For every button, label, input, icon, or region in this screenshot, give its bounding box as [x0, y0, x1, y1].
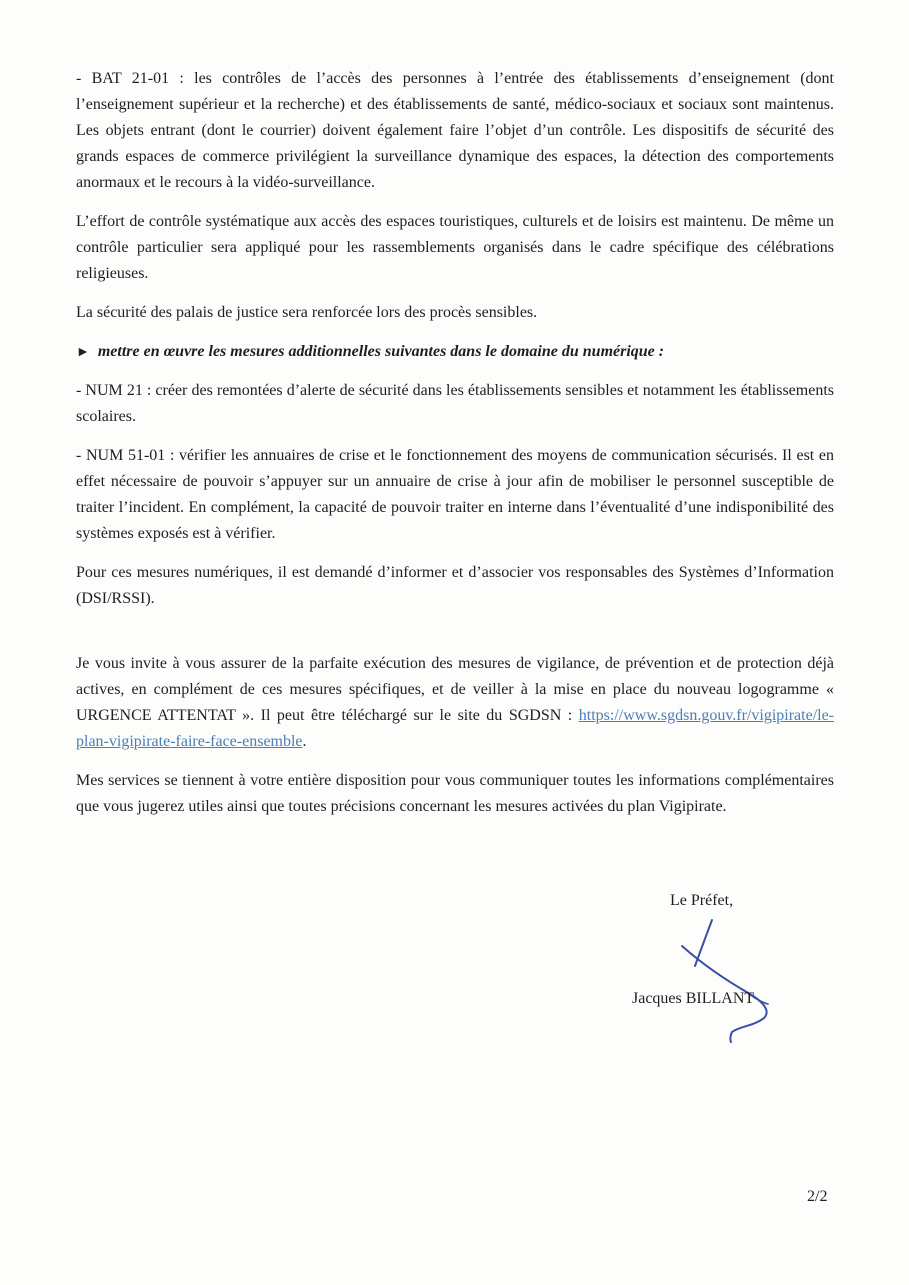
link-suffix: . [302, 733, 307, 750]
signature-block [630, 888, 810, 1048]
section-heading-text: mettre en œuvre les mesures additionnelles suivantes dans le domaine du numérique : [97, 343, 665, 360]
paragraph-services: Mes services se tiennent à votre entière disposition pour vous communiquer toutes les informations complémentaires que vous jugerez utiles ainsi que toutes précisions concernant les mesures activées du plan Vigipirate. [76, 772, 834, 815]
signatory-title: Le Préfet, [670, 892, 734, 909]
paragraph-spacer [76, 625, 834, 651]
handwritten-signature-icon [660, 914, 790, 1044]
invitation-text: Je vous invite à vous assurer de la parfaite exécution des mesures de vigilance, de prévention et de protection déjà actives, en complément de ces mesures spécifiques, et de veiller à la mise en place du nouveau logogramme « URGENCE ATTENTAT ». Il peut être téléchargé sur le site du SGDSN : [76, 655, 834, 724]
paragraph-invitation [76, 651, 834, 755]
triangle-bullet-icon: ► [76, 345, 90, 360]
paragraph-num-51-01: - NUM 51-01 : vérifier les annuaires de crise et le fonctionnement des moyens de communication sécurisés. Il est en effet nécessaire de pouvoir s’appuyer sur un annuaire de crise à jour afin de mobiliser le personnel susceptible de traiter l’incident. En complément, la capacité de pouvoir traiter en interne dans l’éventualité d’une indisponibilité des systèmes exposés est à vérifier. [76, 447, 834, 542]
paragraph-num-21: - NUM 21 : créer des remontées d’alerte de sécurité dans les établissements sensibles et notamment les établissements scolaires. [76, 382, 834, 425]
paragraph-bat-21-01: - BAT 21-01 : les contrôles de l’accès des personnes à l’entrée des établissements d’enseignement (dont l’enseignement supérieur et la recherche) et des établissements de santé, médico-sociaux et sociaux sont maintenus. Les objets entrant (dont le courrier) doivent également faire l’objet d’un contrôle. Les dispositifs de sécurité des grands espaces de commerce privilégient la surveillance dynamique des espaces, la détection des comportements anormaux et le recours à la vidéo-surveillance. [76, 70, 834, 191]
paragraph-dsi-rssi: Pour ces mesures numériques, il est demandé d’informer et d’associer vos responsables des Systèmes d’Information (DSI/RSSI). [76, 564, 834, 607]
paragraph-effort-controle: L’effort de contrôle systématique aux accès des espaces touristiques, culturels et de loisirs est maintenu. De même un contrôle particulier sera appliqué pour les rassemblements organisés dans le cadre spécifique des célébrations religieuses. [76, 213, 834, 282]
page-number: 2/2 [807, 1188, 828, 1205]
signatory-name: Jacques BILLANT [632, 990, 755, 1007]
section-heading-numerique [76, 339, 834, 366]
paragraph-palais-justice: La sécurité des palais de justice sera renforcée lors des procès sensibles. [76, 304, 538, 321]
sgdsn-link[interactable]: https://www.sgdsn.gouv.fr/vigipirate/le-plan-vigipirate-faire-face-ensemble [76, 707, 835, 750]
letter-body [76, 66, 834, 833]
